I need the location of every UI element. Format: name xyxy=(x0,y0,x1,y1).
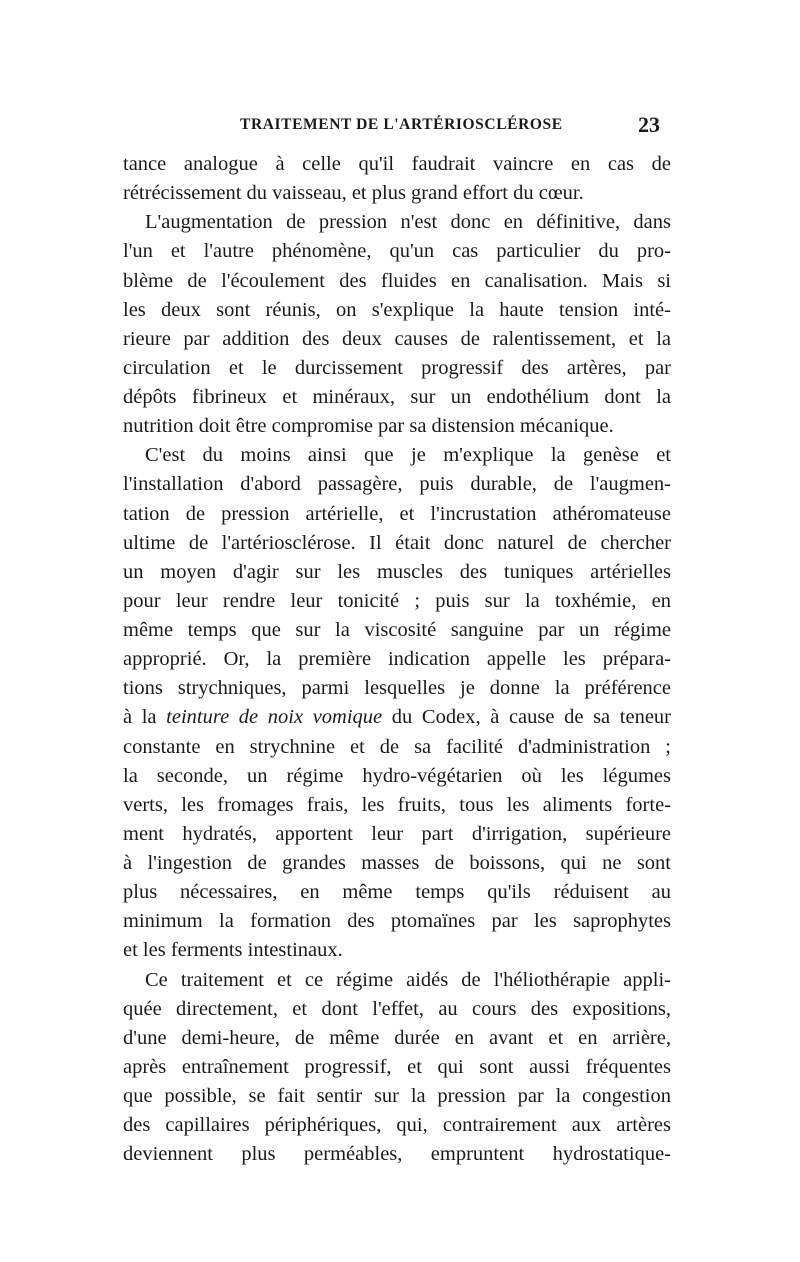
text-line: tance analogue à celle qu'il faudrait vaincre en cas de xyxy=(123,153,671,175)
text-line: circulation et le durcissement progressif des artères, par xyxy=(123,356,671,379)
text-line: nutrition doit être compromise par sa distension mécanique. xyxy=(123,415,614,438)
running-title: TRAITEMENT DE L'ARTÉRIOSCLÉROSE xyxy=(240,116,563,133)
text-line: deviennent plus perméables, empruntent hydrostatique- xyxy=(123,1143,671,1166)
text-line: dépôts fibrineux et minéraux, sur un endothélium dont la xyxy=(123,386,671,408)
text-line: un moyen d'agir sur les muscles des tuniques artérielles xyxy=(123,560,671,583)
text-line: pour leur rendre leur tonicité ; puis sur la toxhémie, en xyxy=(123,589,671,612)
text-line: les deux sont réunis, on s'explique la haute tension inté- xyxy=(123,298,671,321)
text-line: que possible, se fait sentir sur la pression par la congestion xyxy=(123,1085,671,1107)
text-line: Ce traitement et ce régime aidés de l'héliothérapie appli- xyxy=(145,968,671,991)
text-line: quée directement, et dont l'effet, au cours des expositions, xyxy=(123,997,671,1020)
text-line: la seconde, un régime hydro-végétarien où les légumes xyxy=(123,764,671,787)
text-line: approprié. Or, la première indication appelle les prépara- xyxy=(123,648,671,671)
text-line: ment hydratés, apportent leur part d'irrigation, supérieure xyxy=(123,822,671,845)
text-segment: à la xyxy=(123,706,167,729)
text-line: et les ferments intestinaux. xyxy=(123,939,343,962)
page-number: 23 xyxy=(638,112,660,137)
text-line: l'installation d'abord passagère, puis durable, de l'augmen- xyxy=(123,473,671,496)
text-line: tions strychniques, parmi lesquelles je donne la préférence xyxy=(123,677,671,700)
text-segment: du Codex, à cause de sa teneur xyxy=(382,706,672,729)
text-line: L'augmentation de pression n'est donc en définitive, dans xyxy=(145,211,671,234)
text-line: C'est du moins ainsi que je m'explique la genèse et xyxy=(145,444,671,467)
text-line: ultime de l'artériosclérose. Il était donc naturel de chercher xyxy=(123,531,671,554)
text-line: constante en strychnine et de sa facilité d'administration ; xyxy=(123,735,671,758)
italic-term: teinture de noix vomique xyxy=(166,706,383,729)
text-line: d'une demi-heure, de même durée en avant et en arrière, xyxy=(123,1026,671,1049)
running-head xyxy=(120,112,660,140)
text-line: plus nécessaires, en même temps qu'ils réduisent au xyxy=(123,881,671,904)
text-line: minimum la formation des ptomaïnes par les saprophytes xyxy=(123,910,671,933)
body-text xyxy=(123,150,671,1169)
text-line: l'un et l'autre phénomène, qu'un cas particulier du pro- xyxy=(123,240,671,263)
text-line: même temps que sur la viscosité sanguine par un régime xyxy=(123,619,671,641)
text-line: après entraînement progressif, et qui sont aussi fréquentes xyxy=(123,1055,671,1078)
text-line: rétrécissement du vaisseau, et plus grand effort du cœur. xyxy=(123,182,584,205)
text-line: blème de l'écoulement des fluides en canalisation. Mais si xyxy=(123,269,671,292)
text-line: à l'ingestion de grandes masses de boissons, qui ne sont xyxy=(123,852,671,874)
text-line: rieure par addition des deux causes de ralentissement, et la xyxy=(123,327,671,350)
text-line: verts, les fromages frais, les fruits, tous les aliments forte- xyxy=(123,793,671,816)
text-line: tation de pression artérielle, et l'incrustation athéromateuse xyxy=(123,502,671,525)
text-line-with-italic xyxy=(123,703,671,732)
text-line: des capillaires périphériques, qui, contrairement aux artères xyxy=(123,1114,671,1137)
